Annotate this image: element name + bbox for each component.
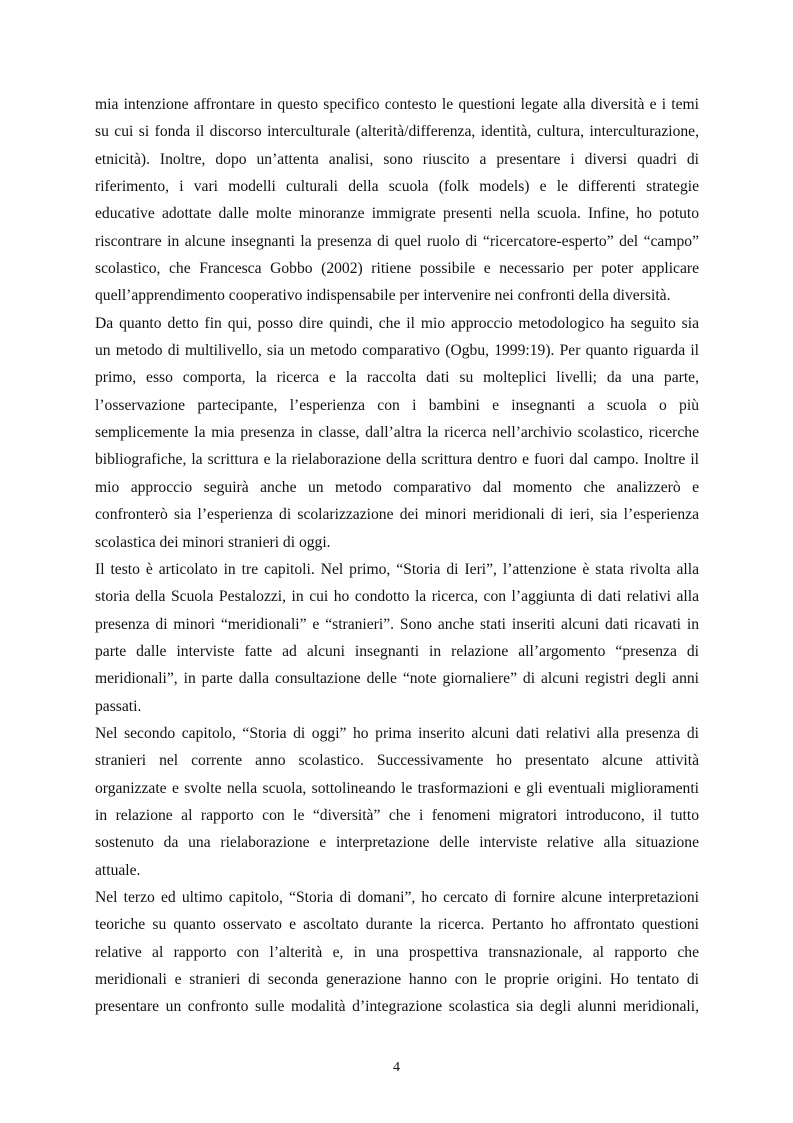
text-line: stranieri nel corrente anno scolastico. Successivamente ho presentato alcune attività [95, 752, 699, 770]
text-line: teoriche su quanto osservato e ascoltato durante la ricerca. Pertanto ho affrontato questioni [95, 916, 699, 934]
text-line: meridionali e stranieri di seconda generazione hanno con le proprie origini. Ho tentato di [95, 971, 699, 988]
text-line: attuale. [95, 861, 141, 879]
text-line: presenza di minori “meridionali” e “stranieri”. Sono anche stati inseriti alcuni dati ricavati in [95, 615, 699, 633]
text-line: quell’apprendimento cooperativo indispensabile per intervenire nei confronti della diversità. [95, 287, 671, 305]
page-number: 4 [393, 1060, 400, 1075]
paragraph-5 [95, 884, 699, 1021]
text-line: riscontrare in alcune insegnanti la presenza di quel ruolo di “ricercatore-esperto” del “campo” [95, 232, 699, 250]
text-line: mio approccio seguirà anche un metodo comparativo dal momento che analizzerò e [95, 478, 699, 496]
text-line: Da quanto detto fin qui, posso dire quindi, che il mio approccio metodologico ha seguito sia [95, 314, 699, 332]
text-line: mia intenzione affrontare in questo specifico contesto le questioni legate alla diversità e i temi [95, 96, 699, 113]
text-line: passati. [95, 697, 142, 715]
text-line: primo, esso comporta, la ricerca e la raccolta dati su molteplici livelli; da una parte, [95, 369, 699, 387]
text-line: un metodo di multilivello, sia un metodo comparativo (Ogbu, 1999:19). Per quanto riguarda il [95, 342, 699, 360]
text-line: presentare un confronto sulle modalità d’integrazione scolastica sia degli alunni meridionali, [95, 998, 699, 1016]
text-line: l’osservazione partecipante, l’esperienza con i bambini e insegnanti a scuola o più [95, 396, 699, 414]
text-line: storia della Scuola Pestalozzi, in cui ho condotto la ricerca, con l’aggiunta di dati relativi alla [95, 588, 699, 606]
paragraph-3 [95, 556, 699, 720]
text-line: organizzate e svolte nella scuola, sottolineando le trasformazioni e gli eventuali miglioramenti [95, 779, 699, 797]
page-body [95, 91, 699, 1021]
text-line: sostenuto da una rielaborazione e interpretazione delle interviste relative alla situazione [95, 834, 699, 852]
text-line: educative adottate dalle molte minoranze immigrate presenti nella scuola. Infine, ho potuto [95, 205, 699, 223]
text-line: scolastica dei minori stranieri di oggi. [95, 533, 331, 551]
text-line: Il testo è articolato in tre capitoli. Nel primo, “Storia di Ieri”, l’attenzione è stata rivolta alla [95, 560, 699, 578]
text-line: meridionali”, in parte dalla consultazione delle “note giornaliere” di alcuni registri degli anni [95, 670, 699, 688]
text-line: bibliografiche, la scrittura e la rielaborazione della scrittura dentro e fuori dal campo. Inoltre il [95, 451, 699, 469]
text-line: scolastico, che Francesca Gobbo (2002) ritiene possibile e necessario per poter applicare [95, 260, 699, 278]
text-line: su cui si fonda il discorso interculturale (alterità/differenza, identità, cultura, interculturazione, [95, 123, 699, 141]
paragraph-2 [95, 310, 699, 556]
text-line: relative al rapporto con l’alterità e, in una prospettiva transnazionale, al rapporto che [95, 943, 699, 961]
paragraph-1 [95, 91, 699, 310]
text-line: in relazione al rapporto con le “diversità” che i fenomeni migratori introducono, il tutto [95, 806, 699, 824]
text-line: parte dalle interviste fatte ad alcuni insegnanti in relazione all’argomento “presenza di [95, 642, 699, 660]
text-line: Nel terzo ed ultimo capitolo, “Storia di domani”, ho cercato di fornire alcune interpretazioni [95, 888, 699, 906]
text-line: etnicità). Inoltre, dopo un’attenta analisi, sono riuscito a presentare i diversi quadri di [95, 150, 699, 168]
text-line: Nel secondo capitolo, “Storia di oggi” ho prima inserito alcuni dati relativi alla presenza di [95, 724, 699, 742]
text-line: confronterò sia l’esperienza di scolarizzazione dei minori meridionali di ieri, sia l’esperienza [95, 506, 699, 524]
paragraph-4 [95, 720, 699, 884]
text-line: riferimento, i vari modelli culturali della scuola (folk models) e le differenti strategie [95, 178, 699, 196]
text-line: semplicemente la mia presenza in classe, dall’altra la ricerca nell’archivio scolastico, ricerche [95, 424, 699, 442]
